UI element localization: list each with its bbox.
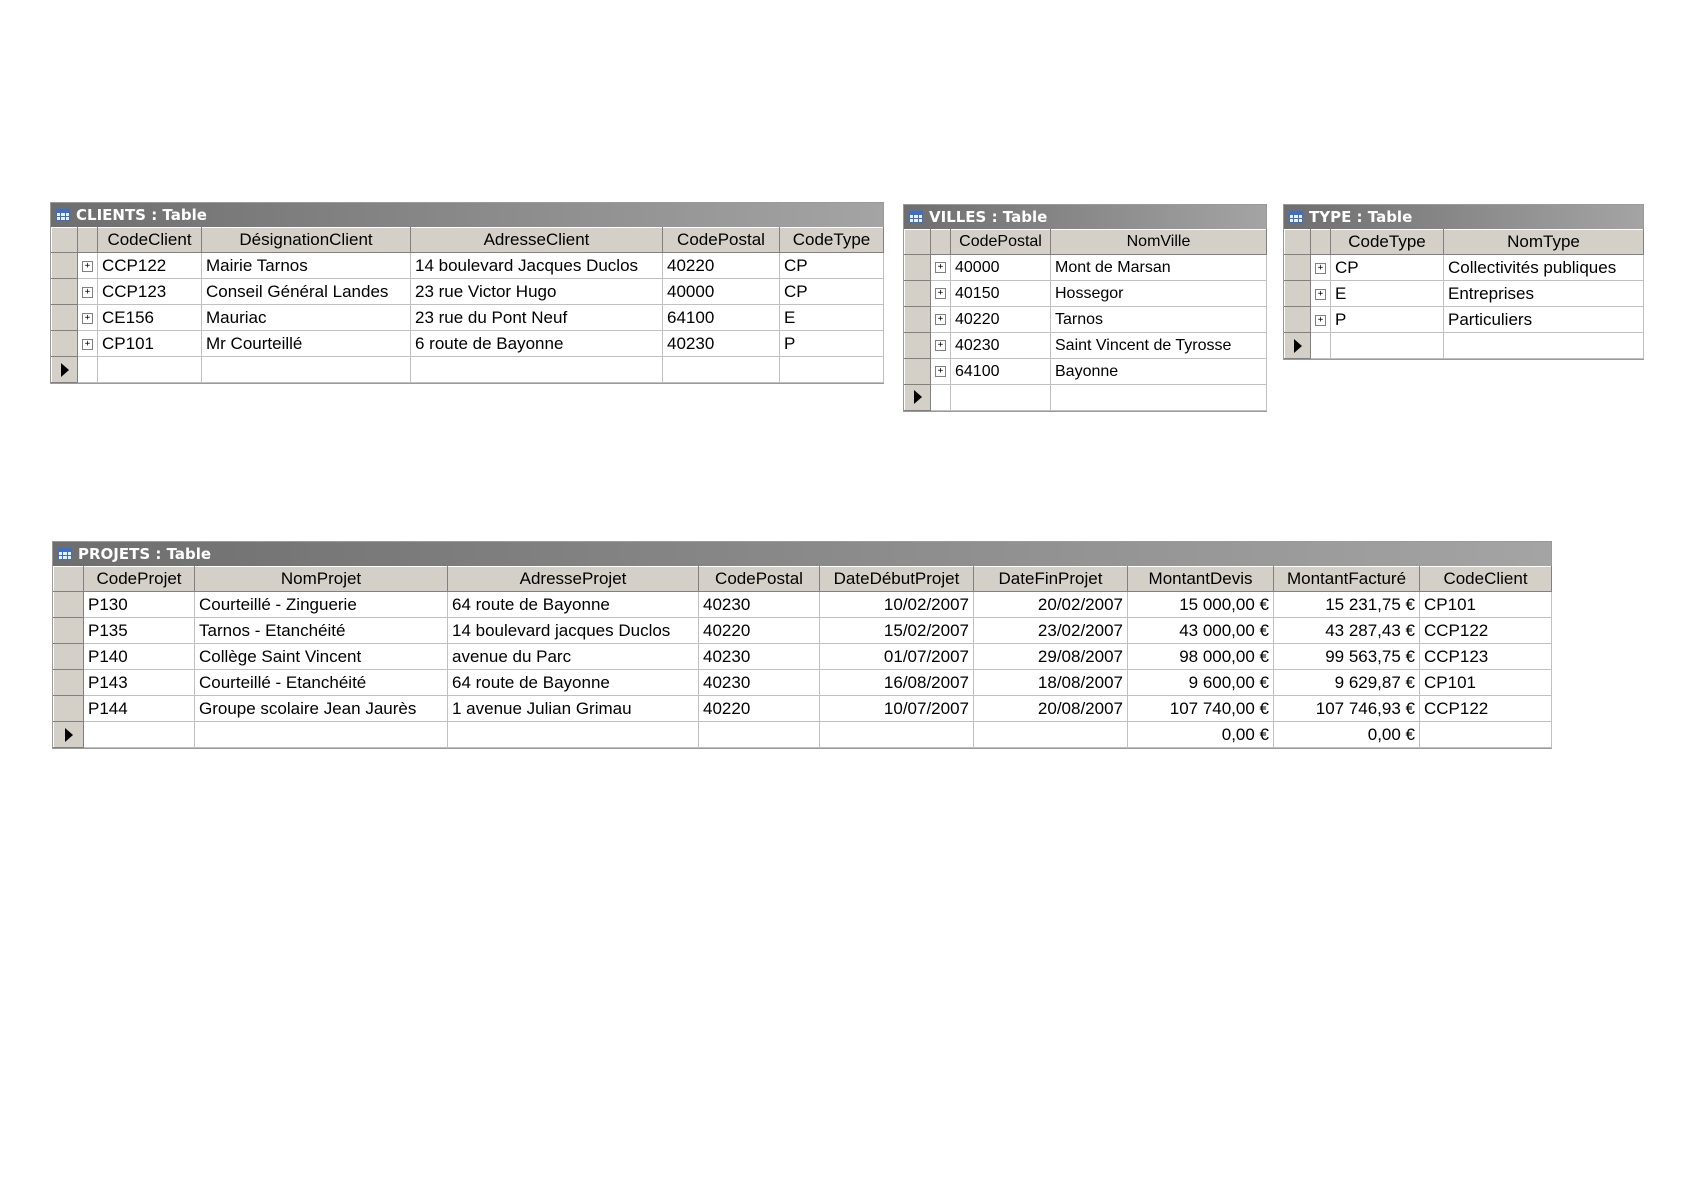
cell-codepostal[interactable]: 64100	[951, 359, 1051, 385]
column-header-codetype[interactable]: CodeType	[780, 228, 884, 253]
cell-codepostal[interactable]: 40230	[951, 333, 1051, 359]
new-cell-codepostal[interactable]	[951, 385, 1051, 411]
expand-cell[interactable]	[78, 253, 98, 279]
cell-nomville[interactable]: Saint Vincent de Tyrosse	[1051, 333, 1267, 359]
cell-codeclient[interactable]: CCP122	[1420, 618, 1552, 644]
expand-cell[interactable]	[78, 305, 98, 331]
cell-datedebutprojet[interactable]: 01/07/2007	[820, 644, 974, 670]
table-icon	[58, 548, 72, 560]
table-row[interactable]	[52, 331, 884, 357]
cell-datefinprojet[interactable]: 23/02/2007	[974, 618, 1128, 644]
cell-codeprojet[interactable]: P144	[84, 696, 195, 722]
plus-icon[interactable]: +	[82, 261, 93, 272]
cell-datedebutprojet[interactable]: 10/07/2007	[820, 696, 974, 722]
cell-codeprojet[interactable]: P130	[84, 592, 195, 618]
row-selector-current[interactable]	[52, 357, 78, 383]
table-row[interactable]	[52, 279, 884, 305]
table-row[interactable]	[52, 305, 884, 331]
cell-nomprojet[interactable]: Groupe scolaire Jean Jaurès	[195, 696, 448, 722]
cell-designationclient[interactable]: Mairie Tarnos	[202, 253, 411, 279]
new-record-row[interactable]	[52, 357, 884, 383]
cell-montantfacture[interactable]: 43 287,43 €	[1274, 618, 1420, 644]
row-selector-current[interactable]	[54, 722, 84, 748]
column-header-montantdevis[interactable]: MontantDevis	[1128, 567, 1274, 592]
cell-nomville[interactable]: Mont de Marsan	[1051, 255, 1267, 281]
type-title: TYPE : Table	[1309, 208, 1413, 226]
cell-nomprojet[interactable]: Courteillé - Zinguerie	[195, 592, 448, 618]
row-selector[interactable]	[905, 333, 931, 359]
cell-codeprojet[interactable]: P135	[84, 618, 195, 644]
cell-codepostal[interactable]: 40220	[663, 253, 780, 279]
new-cell-codeclient[interactable]	[1420, 722, 1552, 748]
cell-codepostal[interactable]: 64100	[663, 305, 780, 331]
plus-icon[interactable]: +	[1315, 289, 1326, 300]
cell-nomville[interactable]: Hossegor	[1051, 281, 1267, 307]
projets-grid	[53, 566, 1552, 748]
new-cell-montantdevis[interactable]: 0,00 €	[1128, 722, 1274, 748]
cell-montantfacture[interactable]: 15 231,75 €	[1274, 592, 1420, 618]
expand-cell-empty[interactable]	[78, 357, 98, 383]
row-selector[interactable]	[54, 644, 84, 670]
column-header-codetype[interactable]: CodeType	[1331, 230, 1444, 255]
table-row[interactable]	[905, 255, 1267, 281]
new-cell-codeclient[interactable]	[98, 357, 202, 383]
projets-table-window	[52, 541, 1552, 749]
cell-codetype[interactable]: CP	[1331, 255, 1444, 281]
row-selector-header[interactable]	[52, 228, 78, 253]
column-header-datefinprojet[interactable]: DateFinProjet	[974, 567, 1128, 592]
row-selector[interactable]	[52, 305, 78, 331]
cell-montantdevis[interactable]: 9 600,00 €	[1128, 670, 1274, 696]
row-selector-current[interactable]	[1285, 333, 1311, 359]
cell-adresseprojet[interactable]: avenue du Parc	[448, 644, 699, 670]
column-header-nomprojet[interactable]: NomProjet	[195, 567, 448, 592]
column-header-adresseclient[interactable]: AdresseClient	[411, 228, 663, 253]
column-header-codepostal[interactable]: CodePostal	[699, 567, 820, 592]
cell-datedebutprojet[interactable]: 15/02/2007	[820, 618, 974, 644]
cell-adresseclient[interactable]: 14 boulevard Jacques Duclos	[411, 253, 663, 279]
table-row[interactable]	[905, 281, 1267, 307]
table-row[interactable]	[905, 359, 1267, 385]
table-row[interactable]	[54, 696, 1552, 722]
row-selector[interactable]	[54, 618, 84, 644]
column-header-nomtype[interactable]: NomType	[1444, 230, 1644, 255]
table-row[interactable]	[54, 670, 1552, 696]
expand-cell[interactable]	[931, 307, 951, 333]
cell-codepostal[interactable]: 40150	[951, 281, 1051, 307]
cell-nomprojet[interactable]: Collège Saint Vincent	[195, 644, 448, 670]
cell-codepostal[interactable]: 40000	[951, 255, 1051, 281]
type-grid	[1284, 229, 1644, 359]
row-selector[interactable]	[54, 696, 84, 722]
plus-icon[interactable]: +	[82, 287, 93, 298]
villes-title: VILLES : Table	[929, 208, 1048, 226]
projets-header-row	[54, 567, 1552, 592]
cell-codeclient[interactable]: CP101	[98, 331, 202, 357]
cell-datefinprojet[interactable]: 18/08/2007	[974, 670, 1128, 696]
cell-codeclient[interactable]: CCP122	[1420, 696, 1552, 722]
cell-codepostal[interactable]: 40000	[663, 279, 780, 305]
arrow-right-icon	[61, 363, 69, 377]
row-selector[interactable]	[1285, 255, 1311, 281]
new-record-row[interactable]	[905, 385, 1267, 411]
cell-codeclient[interactable]: CCP123	[98, 279, 202, 305]
plus-icon[interactable]: +	[935, 288, 946, 299]
column-header-datedebutprojet[interactable]: DateDébutProjet	[820, 567, 974, 592]
expand-cell-empty[interactable]	[1311, 333, 1331, 359]
expand-cell[interactable]	[931, 281, 951, 307]
villes-header-row	[905, 230, 1267, 255]
expand-cell[interactable]	[931, 333, 951, 359]
row-selector-header[interactable]	[1285, 230, 1311, 255]
cell-codetype[interactable]: E	[1331, 281, 1444, 307]
row-selector[interactable]	[54, 670, 84, 696]
arrow-right-icon	[65, 728, 73, 742]
villes-table-window	[903, 204, 1267, 412]
table-row[interactable]	[905, 307, 1267, 333]
cell-codepostal[interactable]: 40230	[663, 331, 780, 357]
cell-adresseprojet[interactable]: 1 avenue Julian Grimau	[448, 696, 699, 722]
column-header-codeclient[interactable]: CodeClient	[98, 228, 202, 253]
table-icon	[1289, 211, 1303, 223]
villes-title-bar[interactable]	[904, 205, 1266, 229]
table-row[interactable]	[54, 644, 1552, 670]
cell-codepostal[interactable]: 40230	[699, 592, 820, 618]
column-header-codepostal[interactable]: CodePostal	[663, 228, 780, 253]
cell-datedebutprojet[interactable]: 16/08/2007	[820, 670, 974, 696]
column-header-montantfacture[interactable]: MontantFacturé	[1274, 567, 1420, 592]
cell-codeclient[interactable]: CE156	[98, 305, 202, 331]
row-selector[interactable]	[1285, 281, 1311, 307]
type-header-row	[1285, 230, 1644, 255]
new-cell-codetype[interactable]	[1331, 333, 1444, 359]
cell-adresseclient[interactable]: 6 route de Bayonne	[411, 331, 663, 357]
cell-montantfacture[interactable]: 9 629,87 €	[1274, 670, 1420, 696]
row-selector[interactable]	[54, 592, 84, 618]
expand-cell-empty[interactable]	[931, 385, 951, 411]
cell-codeclient[interactable]: CCP123	[1420, 644, 1552, 670]
expand-cell[interactable]	[1311, 281, 1331, 307]
clients-grid	[51, 227, 884, 383]
plus-icon[interactable]: +	[935, 314, 946, 325]
expand-cell[interactable]	[931, 359, 951, 385]
table-row[interactable]	[54, 592, 1552, 618]
cell-adresseprojet[interactable]: 64 route de Bayonne	[448, 592, 699, 618]
cell-codeclient[interactable]: CP101	[1420, 592, 1552, 618]
cell-designationclient[interactable]: Conseil Général Landes	[202, 279, 411, 305]
cell-nomprojet[interactable]: Courteillé - Etanchéité	[195, 670, 448, 696]
plus-icon[interactable]: +	[935, 366, 946, 377]
cell-codeclient[interactable]: CP101	[1420, 670, 1552, 696]
new-cell-datedebutprojet[interactable]	[820, 722, 974, 748]
expand-cell[interactable]	[1311, 307, 1331, 333]
row-selector-header[interactable]	[905, 230, 931, 255]
row-selector[interactable]	[905, 359, 931, 385]
cell-montantfacture[interactable]: 99 563,75 €	[1274, 644, 1420, 670]
cell-nomprojet[interactable]: Tarnos - Etanchéité	[195, 618, 448, 644]
cell-nomville[interactable]: Tarnos	[1051, 307, 1267, 333]
expand-cell[interactable]	[78, 331, 98, 357]
table-icon	[56, 209, 70, 221]
cell-nomtype[interactable]: Entreprises	[1444, 281, 1644, 307]
cell-designationclient[interactable]: Mr Courteillé	[202, 331, 411, 357]
expand-cell[interactable]	[1311, 255, 1331, 281]
table-row[interactable]	[905, 333, 1267, 359]
villes-grid	[904, 229, 1267, 411]
cell-codeclient[interactable]: CCP122	[98, 253, 202, 279]
column-header-designationclient[interactable]: DésignationClient	[202, 228, 411, 253]
cell-codetype[interactable]: CP	[780, 279, 884, 305]
cell-codeprojet[interactable]: P143	[84, 670, 195, 696]
plus-icon[interactable]: +	[82, 339, 93, 350]
column-header-nomville[interactable]: NomVille	[1051, 230, 1267, 255]
cell-designationclient[interactable]: Mauriac	[202, 305, 411, 331]
column-header-codeprojet[interactable]: CodeProjet	[84, 567, 195, 592]
type-title-bar[interactable]	[1284, 205, 1643, 229]
new-cell-adresseprojet[interactable]	[448, 722, 699, 748]
expand-cell[interactable]	[78, 279, 98, 305]
projets-title: PROJETS : Table	[78, 545, 212, 563]
cell-montantdevis[interactable]: 15 000,00 €	[1128, 592, 1274, 618]
cell-codepostal[interactable]: 40220	[699, 618, 820, 644]
new-cell-adresseclient[interactable]	[411, 357, 663, 383]
row-selector[interactable]	[905, 307, 931, 333]
new-cell-codetype[interactable]	[780, 357, 884, 383]
new-cell-codepostal[interactable]	[699, 722, 820, 748]
arrow-right-icon	[1294, 339, 1302, 353]
column-header-codepostal[interactable]: CodePostal	[951, 230, 1051, 255]
type-table-window	[1283, 204, 1644, 360]
cell-montantfacture[interactable]: 107 746,93 €	[1274, 696, 1420, 722]
row-selector[interactable]	[52, 253, 78, 279]
clients-header-row	[52, 228, 884, 253]
cell-adresseprojet[interactable]: 14 boulevard jacques Duclos	[448, 618, 699, 644]
cell-codetype[interactable]: P	[1331, 307, 1444, 333]
clients-table-window	[50, 202, 884, 384]
new-record-row[interactable]	[1285, 333, 1644, 359]
expand-column-header	[1311, 230, 1331, 255]
cell-adresseclient[interactable]: 23 rue Victor Hugo	[411, 279, 663, 305]
new-cell-nomprojet[interactable]	[195, 722, 448, 748]
plus-icon[interactable]: +	[935, 262, 946, 273]
row-selector[interactable]	[52, 279, 78, 305]
new-cell-datefinprojet[interactable]	[974, 722, 1128, 748]
expand-column-header	[931, 230, 951, 255]
expand-column-header	[78, 228, 98, 253]
new-cell-codepostal[interactable]	[663, 357, 780, 383]
cell-codepostal[interactable]: 40230	[699, 670, 820, 696]
cell-nomville[interactable]: Bayonne	[1051, 359, 1267, 385]
column-header-adresseprojet[interactable]: AdresseProjet	[448, 567, 699, 592]
arrow-right-icon	[914, 390, 922, 404]
plus-icon[interactable]: +	[1315, 315, 1326, 326]
row-selector-header[interactable]	[54, 567, 84, 592]
cell-datefinprojet[interactable]: 20/02/2007	[974, 592, 1128, 618]
cell-codetype[interactable]: CP	[780, 253, 884, 279]
table-row[interactable]	[54, 618, 1552, 644]
cell-montantdevis[interactable]: 43 000,00 €	[1128, 618, 1274, 644]
cell-datefinprojet[interactable]: 20/08/2007	[974, 696, 1128, 722]
cell-adresseprojet[interactable]: 64 route de Bayonne	[448, 670, 699, 696]
cell-codetype[interactable]: P	[780, 331, 884, 357]
new-cell-codeprojet[interactable]	[84, 722, 195, 748]
table-row[interactable]	[1285, 281, 1644, 307]
plus-icon[interactable]: +	[82, 313, 93, 324]
new-cell-designationclient[interactable]	[202, 357, 411, 383]
cell-montantdevis[interactable]: 107 740,00 €	[1128, 696, 1274, 722]
cell-datefinprojet[interactable]: 29/08/2007	[974, 644, 1128, 670]
table-row[interactable]	[1285, 255, 1644, 281]
new-cell-nomtype[interactable]	[1444, 333, 1644, 359]
cell-codepostal[interactable]: 40220	[951, 307, 1051, 333]
cell-codetype[interactable]: E	[780, 305, 884, 331]
plus-icon[interactable]: +	[935, 340, 946, 351]
table-icon	[909, 211, 923, 223]
table-row[interactable]	[52, 253, 884, 279]
cell-nomtype[interactable]: Particuliers	[1444, 307, 1644, 333]
expand-cell[interactable]	[931, 255, 951, 281]
table-row[interactable]	[1285, 307, 1644, 333]
new-cell-nomville[interactable]	[1051, 385, 1267, 411]
row-selector[interactable]	[1285, 307, 1311, 333]
column-header-codeclient[interactable]: CodeClient	[1420, 567, 1552, 592]
cell-montantdevis[interactable]: 98 000,00 €	[1128, 644, 1274, 670]
cell-codeprojet[interactable]: P140	[84, 644, 195, 670]
row-selector-current[interactable]	[905, 385, 931, 411]
cell-adresseclient[interactable]: 23 rue du Pont Neuf	[411, 305, 663, 331]
cell-datedebutprojet[interactable]: 10/02/2007	[820, 592, 974, 618]
clients-title-bar[interactable]	[51, 203, 883, 227]
new-record-row[interactable]	[54, 722, 1552, 748]
plus-icon[interactable]: +	[1315, 263, 1326, 274]
row-selector[interactable]	[905, 255, 931, 281]
row-selector[interactable]	[52, 331, 78, 357]
cell-nomtype[interactable]: Collectivités publiques	[1444, 255, 1644, 281]
new-cell-montantfacture[interactable]: 0,00 €	[1274, 722, 1420, 748]
clients-title: CLIENTS : Table	[76, 206, 207, 224]
cell-codepostal[interactable]: 40230	[699, 644, 820, 670]
row-selector[interactable]	[905, 281, 931, 307]
cell-codepostal[interactable]: 40220	[699, 696, 820, 722]
projets-title-bar[interactable]	[53, 542, 1551, 566]
